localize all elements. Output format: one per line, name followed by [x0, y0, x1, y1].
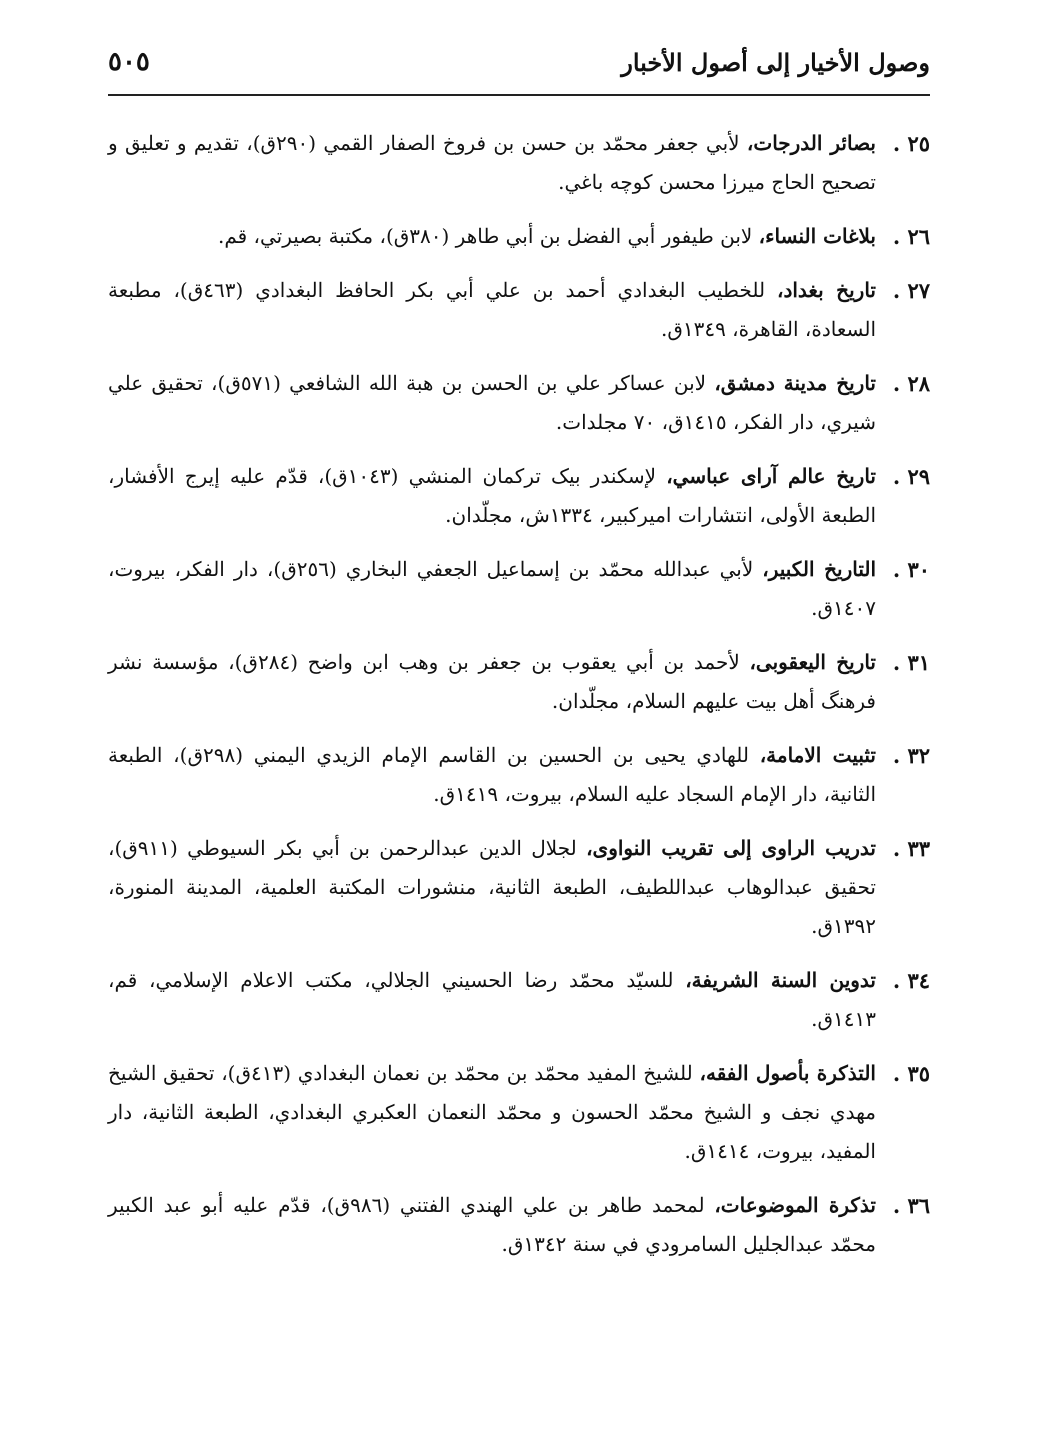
entry-title: تاريخ بغداد،: [777, 278, 876, 302]
bibliography-entry: [108, 829, 930, 946]
entry-title: تثبيت الامامة،: [759, 743, 876, 767]
entry-title: تاريخ عالم آراى عباسي،: [666, 464, 876, 488]
page-number: ٥٠٥: [108, 47, 150, 77]
entry-number: ٣٠ .: [892, 557, 930, 582]
entry-number: ٢٩ .: [892, 464, 930, 489]
entry-body: لابن عساكر علي بن الحسن بن هبة الله الشافعي (٥٧١ق)، تحقيق علي شيري، دار الفكر، ١٤١٥ق، ٧٠ مجلدات.: [108, 371, 876, 434]
entry-body: لأحمد بن أبي يعقوب بن جعفر بن وهب ابن واضح (٢٨٤ق)، مؤسسة نشر فرهنگ أهل بيت عليهم السلام، مجلّدان.: [108, 650, 876, 713]
bibliography-entry: [108, 736, 930, 814]
entry-title: بصائر الدرجات،: [746, 131, 876, 155]
entry-title: تدوين السنة الشريفة،: [685, 968, 877, 992]
entry-body: للخطيب البغدادي أحمد بن علي أبي بكر الحافظ البغدادي (٤٦٣ق)، مطبعة السعادة، القاهرة، ١٣٤٩ق.: [108, 278, 876, 341]
entry-number: ٣١ .: [892, 650, 930, 675]
entry-body: لأبي جعفر محمّد بن حسن بن فروخ الصفار القمي (٢٩٠ق)، تقديم و تعليق و تصحيح الحاج ميرزا محسن كوچه باغي.: [108, 131, 876, 194]
bibliography-entry: [108, 457, 930, 535]
entry-text: [108, 457, 876, 535]
header-rule: [108, 94, 930, 96]
entry-body: لابن طيفور أبي الفضل بن أبي طاهر (٣٨٠ق)، مكتبة بصيرتي، قم.: [217, 224, 759, 248]
bibliography-entry: [108, 643, 930, 721]
book-title: وصول الأخيار إلى أصول الأخبار: [621, 47, 930, 77]
entry-text: [108, 271, 876, 349]
bibliography-entry: [108, 217, 930, 256]
entry-text: [108, 829, 876, 946]
entry-text: [108, 1186, 876, 1264]
entry-title: تدريب الراوى إلى تقريب النواوى،: [586, 836, 876, 860]
entry-title: التاريخ الكبير،: [762, 557, 877, 581]
bibliography-list: [108, 124, 930, 1279]
entry-text: [108, 124, 876, 202]
entry-number: ٣٢ .: [892, 743, 930, 768]
entry-title: التذكرة بأصول الفقه،: [699, 1061, 876, 1085]
bibliography-entry: [108, 550, 930, 628]
entry-text: [108, 643, 876, 721]
bibliography-entry: [108, 961, 930, 1039]
entry-title: تاريخ مدينة دمشق،: [714, 371, 876, 395]
entry-text: [108, 961, 876, 1039]
entry-number: ٢٨ .: [892, 371, 930, 396]
entry-title: تاريخ اليعقوبى،: [749, 650, 876, 674]
entry-number: ٣٥ .: [892, 1061, 930, 1086]
entry-title: بلاغات النساء،: [758, 224, 876, 248]
entry-number: ٢٧ .: [892, 278, 930, 303]
entry-number: ٢٦ .: [892, 224, 930, 249]
bibliography-entry: [108, 1186, 930, 1264]
running-header: [108, 40, 930, 84]
entry-body: لجلال الدين عبدالرحمن بن أبي بكر السيوطي (٩١١ق)، تحقيق عبدالوهاب عبداللطيف، الطبعة الثانية، منشورات المكتبة العلمية، المدينة المنورة، ١٣٩٢ق.: [108, 836, 876, 938]
entry-body: لإسكندر بيک تركمان المنشي (١٠٤٣ق)، قدّم عليه إيرج الأفشار، الطبعة الأولى، انتشارات اميركبير، ١٣٣٤ش، مجلّدان.: [108, 464, 876, 527]
entry-body: لمحمد طاهر بن علي الهندي الفتني (٩٨٦ق)، قدّم عليه أبو عبد الكبير محمّد عبدالجليل السامرودي في سنة ١٣٤٢ق.: [108, 1193, 876, 1256]
entry-text: [108, 736, 876, 814]
entry-number: ٢٥ .: [892, 131, 930, 156]
bibliography-entry: [108, 1054, 930, 1171]
entry-number: ٣٣ .: [892, 836, 930, 861]
entry-text: [108, 550, 876, 628]
entry-text: [108, 217, 876, 256]
bibliography-entry: [108, 124, 930, 202]
entry-number: ٣٦ .: [892, 1193, 930, 1218]
entry-number: ٣٤ .: [892, 968, 930, 993]
entry-body: للهادي يحيى بن الحسين بن القاسم الإمام الزيدي اليمني (٢٩٨ق)، الطبعة الثانية، دار الإمام السجاد عليه السلام، بيروت، ١٤١٩ق.: [108, 743, 876, 806]
entry-body: لأبي عبدالله محمّد بن إسماعيل الجعفي البخاري (٢٥٦ق)، دار الفكر، بيروت، ١٤٠٧ق.: [108, 557, 876, 620]
entry-body: للسيّد محمّد رضا الحسيني الجلالي، مكتب الاعلام الإسلامي، قم، ١٤١٣ق.: [108, 968, 876, 1031]
entry-text: [108, 1054, 876, 1171]
bibliography-entry: [108, 364, 930, 442]
bibliography-entry: [108, 271, 930, 349]
entry-body: للشيخ المفيد محمّد بن محمّد بن نعمان البغدادي (٤١٣ق)، تحقيق الشيخ مهدي نجف و الشيخ محمّد الحسون و محمّد النعمان العكبري البغدادي، الطبعة الثانية، دار المفيد، بيروت، ١٤١٤ق.: [108, 1061, 876, 1163]
entry-title: تذكرة الموضوعات،: [714, 1193, 876, 1217]
entry-text: [108, 364, 876, 442]
